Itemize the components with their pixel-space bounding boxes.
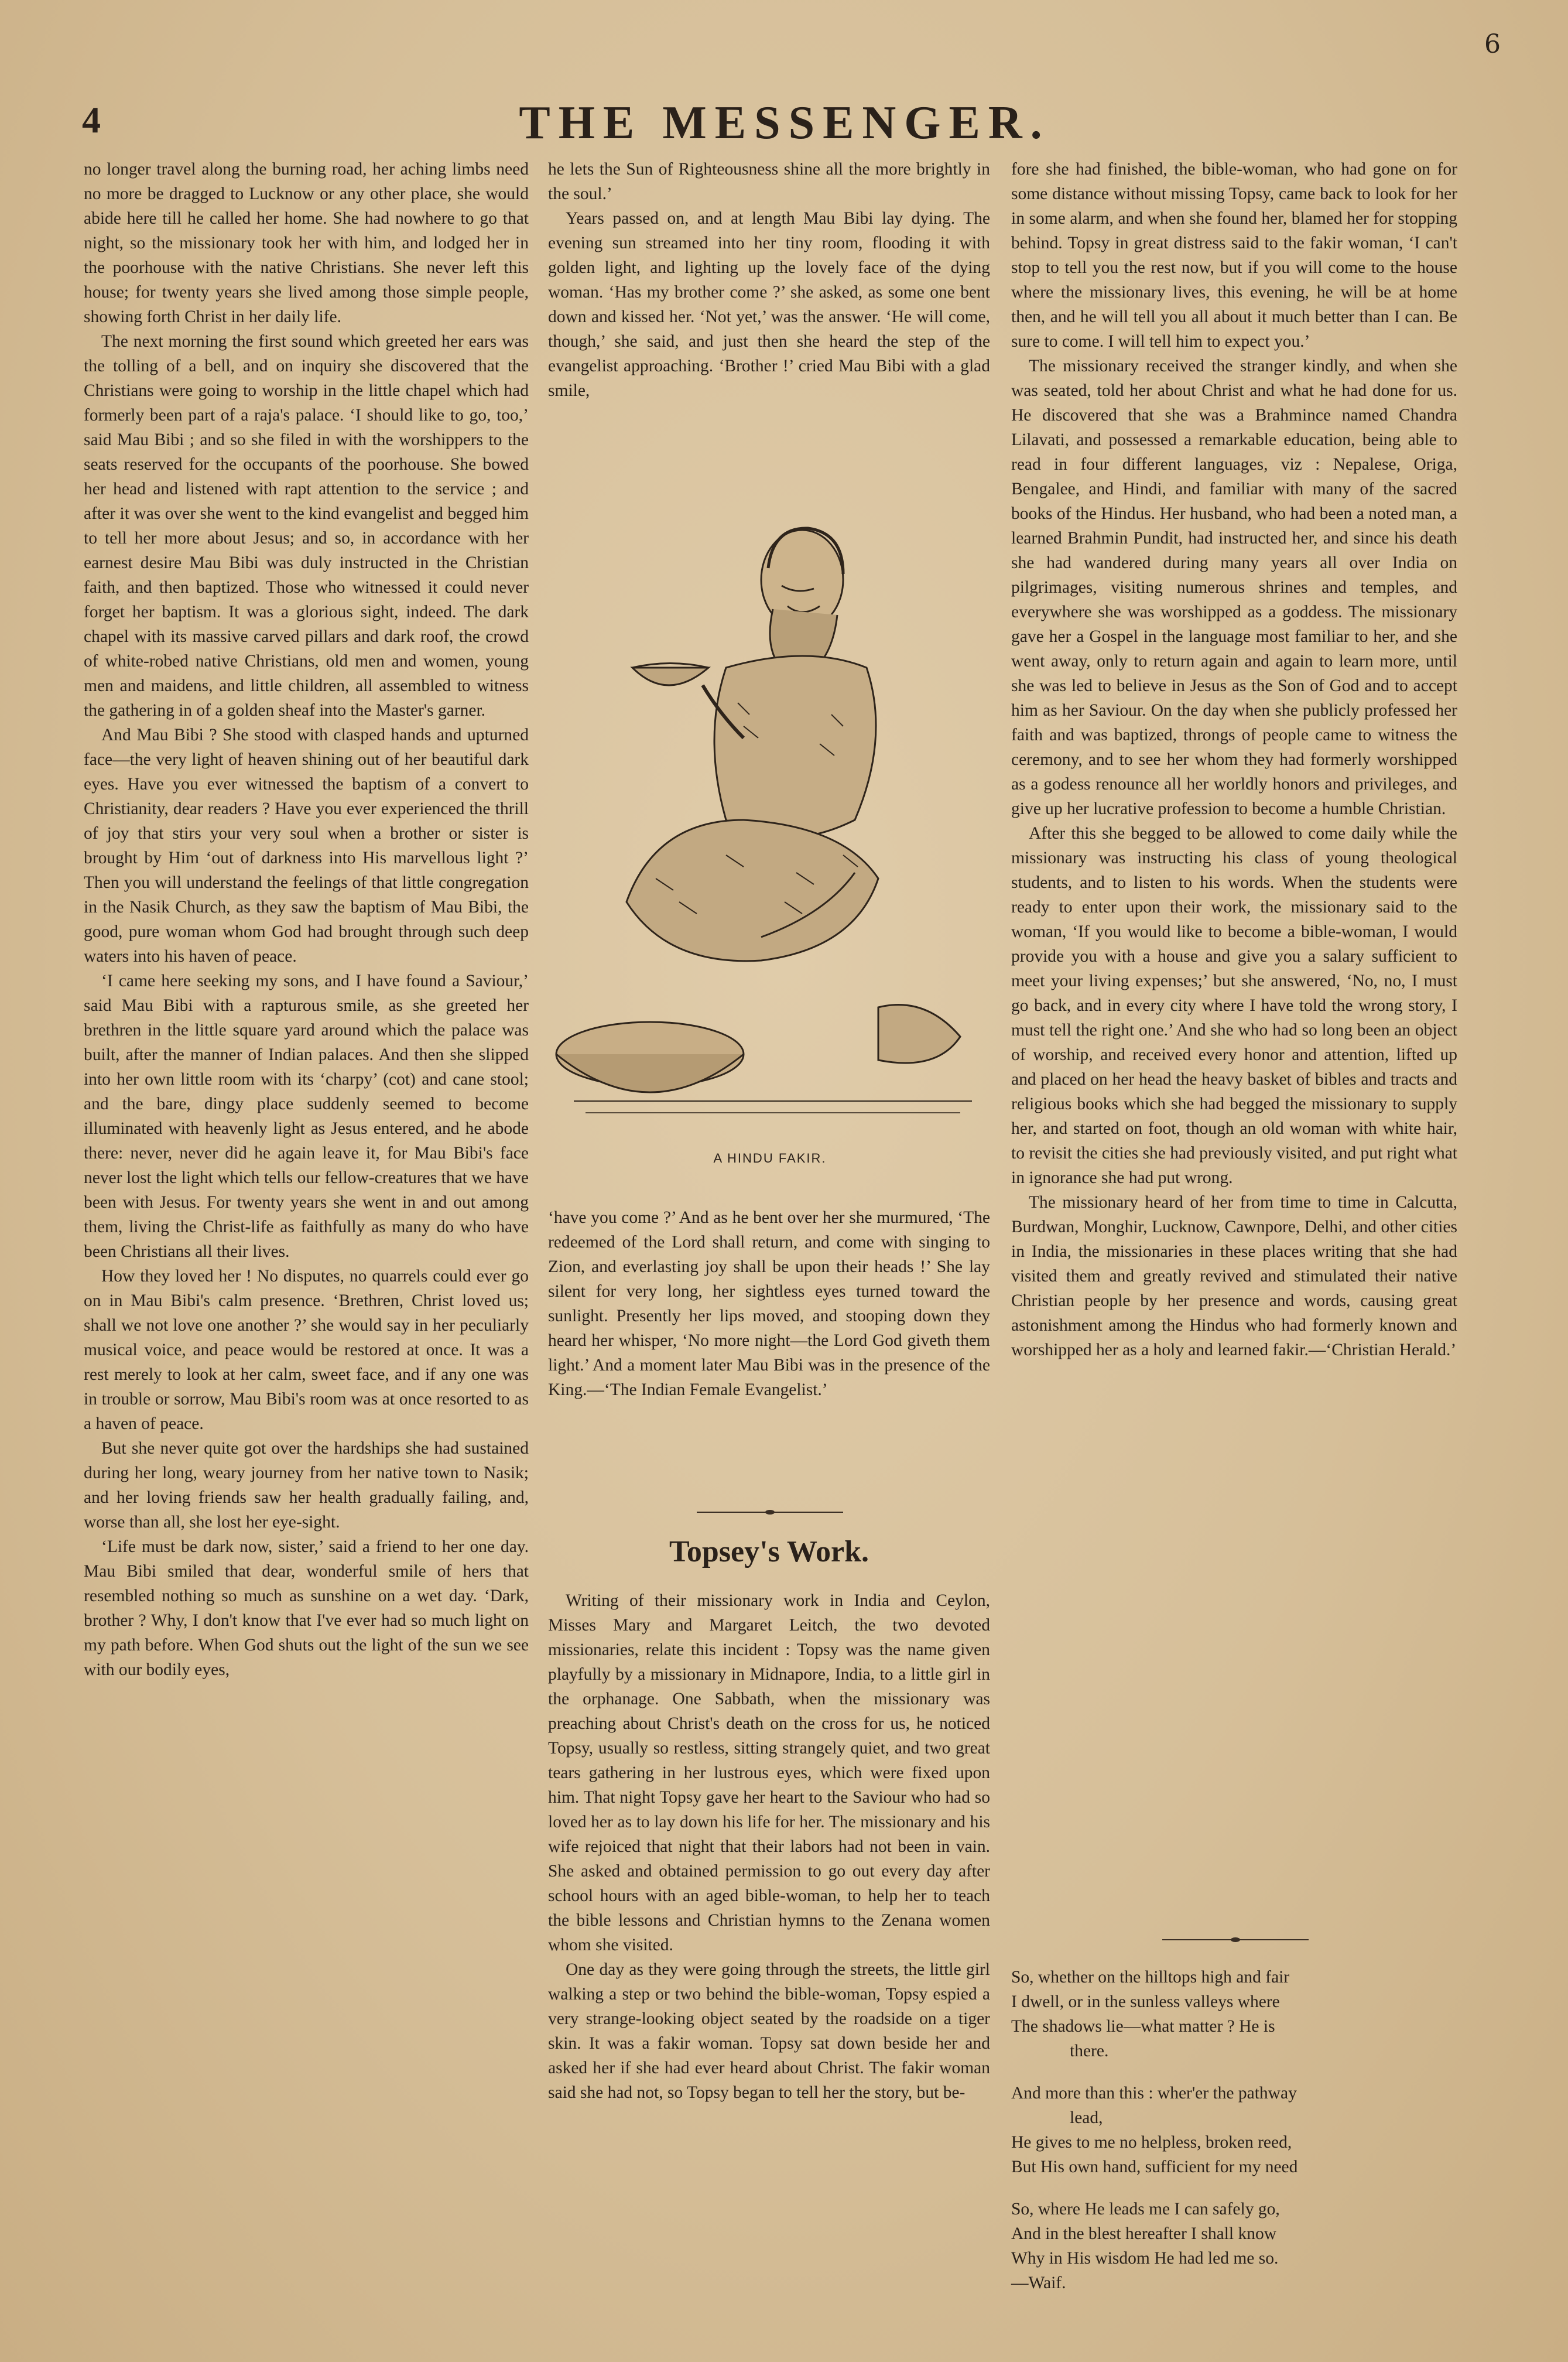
paragraph: But she never quite got over the hardships she had sustained during her long, weary journey from her native town to Nasik; and her loving friends saw her health gradually failing, and, worse than all, she lost her eye-sight. xyxy=(84,1439,529,1532)
poem-line: And more than this : wher'er the pathway xyxy=(1011,2084,1297,2103)
divider-ornament xyxy=(1231,1937,1240,1942)
poem-line: So, whether on the hilltops high and fair xyxy=(1011,1968,1290,1987)
poem-signature: —Waif. xyxy=(1011,2274,1066,2292)
column-2-top xyxy=(548,157,990,403)
paragraph: After this she begged to be allowed to come daily while the missionary was instructing his class of young theological students, and to listen to his words. When the students were ready to enter upon their work, the missionary said to the woman, ‘If you would like to become a bible-woman, I would provide you with a house and give you a salary sufficient to meet your living expenses;’ but she answered, ‘No, no, I must go back, and in every city where I have told the wrong story, I must tell the right one.’ And she who had so long been an object of worship, and received every honor and attention, lifted up and placed on her head the heavy basket of bibles and tracts and religious books which she had begged the missionary to supply her, and started on foot, though an old woman with white hair, to revisit the cities she had previously visited, and put right what in ignorance she had put wrong. xyxy=(1011,824,1457,1187)
column-2-bottom xyxy=(548,1588,990,2105)
column-3 xyxy=(1011,157,1457,1362)
poem-stanza xyxy=(1011,2197,1457,2295)
paragraph: Writing of their missionary work in India and Ceylon, Misses Mary and Margaret Leitch, the two devoted missionaries, relate this incident : Topsy was the name given playfully by a missionary in Midnapore, India, to a little girl in the orphanage. One Sabbath, when the missionary was preaching about Christ's death on the cross for us, he noticed Topsy, usually so restless, sitting strangely quiet, and two great tears gathering in her lustrous eyes, which were fixed upon him. That night Topsy gave her heart to the Saviour who had so loved her as to lay down his life for her. The missionary and his wife rejoiced that night that their labors had not been in vain. She asked and obtained permission to go out every day after school hours with an aged bible-woman, to help her to teach the bible lessons and Christian hymns to the Zenana women whom she visited. xyxy=(548,1591,990,1954)
poem-stanza xyxy=(1011,1965,1457,2063)
paragraph: The missionary received the stranger kindly, and when she was seated, told her about Christ and what he had done for us. He discovered that she was a Brahmince named Chandra Lilavati, and possessed a remarkable education, being able to read in four different languages, viz : Nepalese, Origa, Bengalee, and Hindi, and familiar with many of the sacred books of the Hindus. Her husband, who had been a noted man, a learned Brahmin Pundit, had instructed her, and since his death she had wandered during many years all over India on pilgrimages, visiting numerous shrines and temples, and everywhere she was worshipped as a goddess. The missionary gave her a Gospel in the language most familiar to her, and she went away, only to return again and again to learn more, until she was led to believe in Jesus as the Son of God and to accept him as her Saviour. On the day when she publicly professed her faith and was baptized, throngs of people came to witness the ceremony, and to see her whom they had formerly worshipped as a godess renounce all her worldly honors and privileges, and give up her lucrative profession to become a humble Christian. xyxy=(1011,357,1457,818)
column-2-middle xyxy=(548,1205,990,1402)
divider-ornament xyxy=(765,1510,775,1515)
poem-line: So, where He leads me I can safely go, xyxy=(1011,2200,1280,2219)
paragraph: ‘I came here seeking my sons, and I have found a Saviour,’ said Mau Bibi with a rapturous smile, as she greeted her brethren in the little square yard around which the palace was built, after the manner of Indian palaces. And then she slipped into her own little room with its ‘charpy’ (cot) and cane stool; and the bare, dingy place suddenly seemed to become illuminated with heavenly light as Jesus entered, and he abode there: never, never did he again leave it, for Mau Bibi's face never lost the light which tells our fellow-creatures that we have been with Jesus. For twenty years she went in and out among them, living the Christ-life as faithfully as many do who have been Christians all their lives. xyxy=(84,972,529,1261)
poem-line: there. xyxy=(1070,2042,1109,2060)
paragraph: no longer travel along the burning road, her aching limbs need no more be dragged to Lucknow or any other place, she would abide here till he called her home. She had nowhere to go that night, so the missionary took her with him, and lodged her in the poorhouse with the native Christians. She never left this house; for twenty years she lived among those simple people, showing forth Christ in her daily life. xyxy=(84,160,529,326)
poem-line: And in the blest hereafter I shall know xyxy=(1011,2224,1277,2243)
poem-stanza xyxy=(1011,2081,1457,2179)
paragraph: How they loved her ! No disputes, no quarrels could ever go on in Mau Bibi's calm presence. ‘Brethren, Christ loved us; shall we not love one another ?’ she would say in her peculiarly musical voice, and peace would be restored at once. It was a rest merely to look at her calm, sweet face, and if any one was in trouble or sorrow, Mau Bibi's room was at once resorted to as a haven of peace. xyxy=(84,1267,529,1433)
hindu-fakir-illustration xyxy=(550,492,990,1136)
masthead-title: THE MESSENGER. xyxy=(519,97,1050,149)
article-headline: Topsey's Work. xyxy=(669,1535,869,1568)
paragraph: ‘Life must be dark now, sister,’ said a friend to her one day. Mau Bibi smiled that dear, wonderful smile of hers that resembled nothing so much as sunshine on a wet day. ‘Dark, brother ? Why, I don't know that I've ever had so much light on my path before. When God shuts out the light of the sun we see with our bodily eyes, xyxy=(84,1537,529,1679)
paragraph: The next morning the first sound which greeted her ears was the tolling of a bell, and on inquiry she discovered that the Christians were going to worship in the little chapel which had formerly been part of a raja's palace. ‘I should like to go, too,’ said Mau Bibi ; and so she filed in with the worshippers to the seats reserved for the occupants of the poorhouse. She bowed her head and listened with rapt attention to the service ; and after it was over she went to the kind evangelist and begged him to tell her more about Jesus; and so, in accordance with her earnest desire Mau Bibi was duly instructed in the Christian faith, and then baptized. Those who witnessed it could never forget her baptism. It was a glorious sight, indeed. The dark chapel with its massive carved pillars and dark roof, the crowd of white-robed native Christians, old men and women, young men and maidens, and little children, all assembled to witness the gathering in of a golden sheaf into the Master's garner. xyxy=(84,332,529,720)
poem-line: Why in His wisdom He had led me so. xyxy=(1011,2249,1279,2268)
paragraph: The missionary heard of her from time to time in Calcutta, Burdwan, Monghir, Lucknow, Cawnpore, Delhi, and other cities in India, the missionaries in these places writing that she had visited them and greatly revived and stimulated their native Christian people by her presence and words, causing great astonishment among the Hindus who had formerly known and worshipped her as a holy and learned fakir.—‘Christian Herald.’ xyxy=(1011,1193,1457,1359)
paragraph: And Mau Bibi ? She stood with clasped hands and upturned face—the very light of heaven shining out of her beautiful dark eyes. Have you ever witnessed the baptism of a convert to Christianity, dear readers ? Have you ever experienced the thrill of joy that stirs your very soul when a brother or sister is brought by Him ‘out of darkness into His marvellous light ?’ Then you will understand the feelings of that little congregation in the Nasik Church, as they saw the baptism of Mau Bibi, the good, pure woman whom God had brought through such deep waters into his haven of peace. xyxy=(84,726,529,966)
page-number: 4 xyxy=(82,99,101,141)
poem-line: I dwell, or in the sunless valleys where xyxy=(1011,1992,1280,2011)
poem-line: The shadows lie—what matter ? He is xyxy=(1011,2017,1275,2036)
paragraph: fore she had finished, the bible-woman, who had gone on for some distance without missing Topsy, came back to look for her in some alarm, and when she found her, blamed her for stopping behind. Topsy in great distress said to the fakir woman, ‘I can't stop to tell you the rest now, but if you will come to the house where the missionary lives, this evening, he will be at home then, and he will tell you all about it much better than I can. Be sure to come. I will tell him to expect you.’ xyxy=(1011,160,1457,351)
illustration-caption: A HINDU FAKIR. xyxy=(713,1151,827,1165)
paragraph: he lets the Sun of Righteousness shine all the more brightly in the soul.’ xyxy=(548,160,990,203)
poem-line: But His own hand, sufficient for my need xyxy=(1011,2158,1298,2176)
paragraph: Years passed on, and at length Mau Bibi lay dying. The evening sun streamed into her tiny room, flooding it with golden light, and lighting up the lovely face of the dying woman. ‘Has my brother come ?’ she asked, as some one bent down and kissed her. ‘Not yet,’ was the answer. ‘He will come, though,’ she said, and just then she heard the step of the evangelist approaching. ‘Brother !’ cried Mau Bibi with a glad smile, xyxy=(548,209,990,400)
poem xyxy=(1011,1965,1457,2313)
poem-line: He gives to me no helpless, broken reed, xyxy=(1011,2133,1292,2152)
column-1 xyxy=(84,157,529,1682)
corner-mark: 6 xyxy=(1484,29,1501,59)
paragraph: One day as they were going through the streets, the little girl walking a step or two behind the bible-woman, Topsy espied a very strange-looking object seated by the roadside on a tiger skin. It was a fakir woman. Topsy sat down beside her and asked her if she had ever heard about Christ. The fakir woman said she had not, so Topsy began to tell her the story, but be- xyxy=(548,1960,990,2102)
poem-line: lead, xyxy=(1070,2108,1103,2127)
paragraph: ‘have you come ?’ And as he bent over her she murmured, ‘The redeemed of the Lord shall return, and come with singing to Zion, and everlasting joy shall be upon their heads !’ She lay silent for very long, her sightless eyes turned toward the sunlight. Presently her lips moved, and stooping down they heard her whisper, ‘No more night—the Lord God giveth them light.’ And a moment later Mau Bibi was in the presence of the King.—‘The Indian Female Evangelist.’ xyxy=(548,1208,990,1399)
